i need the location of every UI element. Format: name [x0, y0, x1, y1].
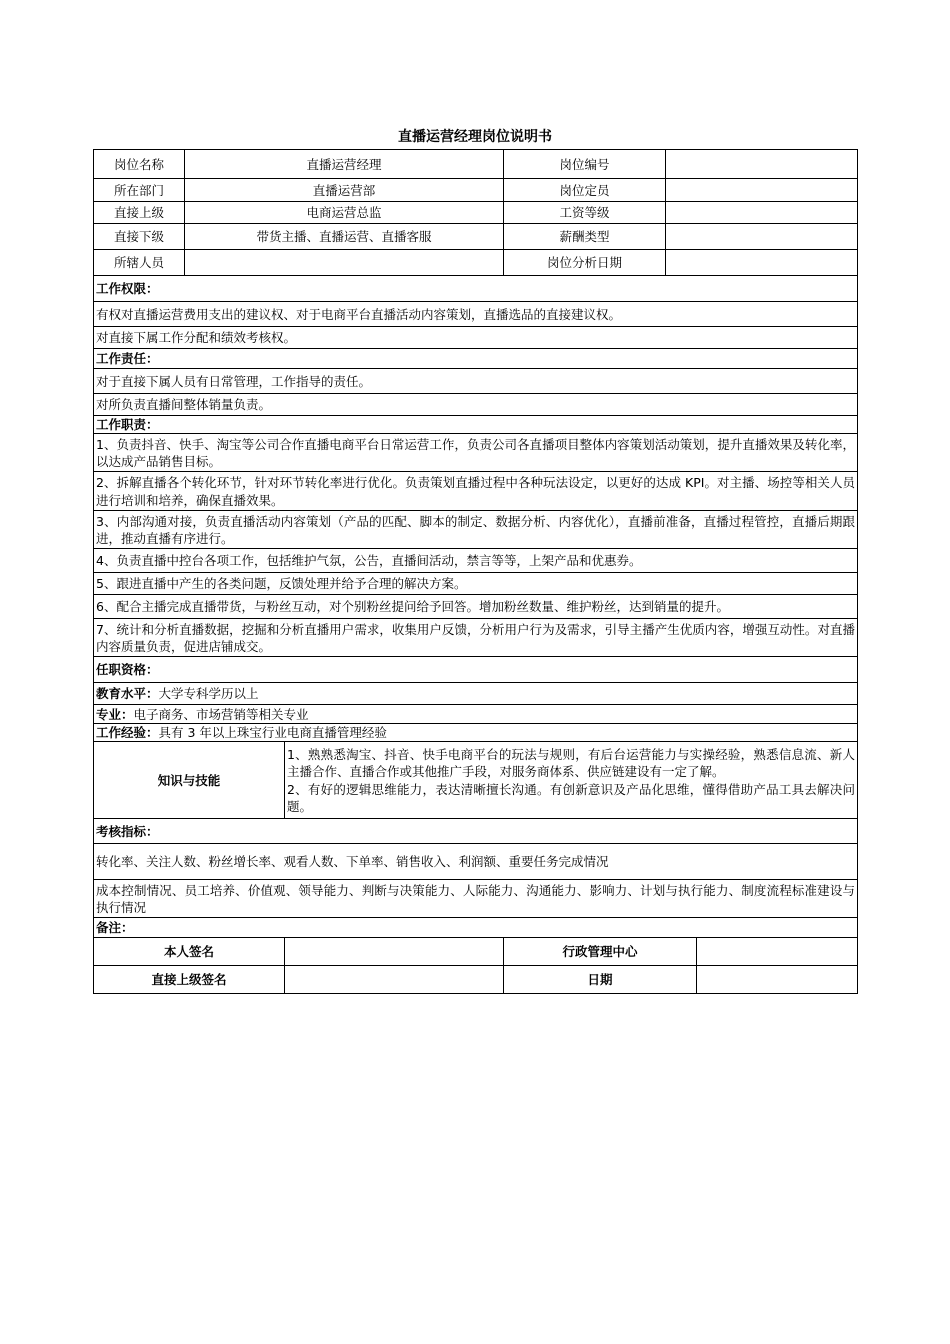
info-label: 直接上级: [94, 202, 185, 224]
section-heading-qualification: 任职资格：: [94, 657, 858, 683]
authority-item: 对直接下属工作分配和绩效考核权。: [94, 327, 858, 349]
responsibility-item: 对所负责直播间整体销量负责。: [94, 394, 858, 416]
info-value: 带货主播、直播运营、直播客服: [185, 224, 504, 250]
section-heading-authority: 工作权限：: [94, 276, 858, 302]
date-field[interactable]: [697, 966, 858, 994]
section-heading-assessment: 考核指标：: [94, 819, 858, 844]
major-row: [94, 705, 858, 724]
duty-item: 6、配合主播完成直播带货，与粉丝互动，对个别粉丝提问给予回答。增加粉丝数量、维护粉丝，达到销量的提升。: [94, 595, 858, 619]
education-label: 教育水平：: [96, 686, 159, 701]
experience-label: 工作经验：: [96, 725, 159, 740]
info-value: 直播运营经理: [185, 150, 504, 179]
info-value: [666, 250, 858, 276]
info-label: 薪酬类型: [504, 224, 666, 250]
duty-item: 4、负责直播中控台各项工作，包括维护气氛，公告，直播间活动，禁言等等，上架产品和优惠券。: [94, 549, 858, 573]
info-row: [94, 202, 858, 224]
page-title: 直播运营经理岗位说明书: [398, 129, 552, 145]
experience-value: 具有 3 年以上珠宝行业电商直播管理经验: [158, 725, 387, 740]
info-label: 工资等级: [504, 202, 666, 224]
section-heading-duties: 工作职责：: [94, 416, 858, 434]
info-value: [185, 250, 504, 276]
skills-label: 知识与技能: [94, 742, 285, 819]
signature-row: [94, 966, 858, 994]
duty-item: 2、拆解直播各个转化环节，针对环节转化率进行优化。负责策划直播过程中各种玩法设定，以更好的达成 KPI。对主播、场控等相关人员进行培训和培养，确保直播效果。: [94, 472, 858, 511]
self-signature-label: 本人签名: [94, 938, 285, 966]
info-row: [94, 150, 858, 179]
skills-row: [94, 742, 858, 819]
supervisor-signature-label: 直接上级签名: [94, 966, 285, 994]
supervisor-signature-field[interactable]: [285, 966, 504, 994]
date-label: 日期: [504, 966, 697, 994]
info-row: [94, 250, 858, 276]
authority-item: 有权对直播运营费用支出的建议权、对于电商平台直播活动内容策划，直播选品的直接建议权。: [94, 302, 858, 327]
assessment-item: 成本控制情况、员工培养、价值观、领导能力、判断与决策能力、人际能力、沟通能力、影响力、计划与执行能力、制度流程标准建设与执行情况: [94, 880, 858, 918]
admin-center-label: 行政管理中心: [504, 938, 697, 966]
info-row: [94, 224, 858, 250]
major-value: 电子商务、市场营销等相关专业: [133, 706, 309, 722]
assessment-item: 转化率、关注人数、粉丝增长率、观看人数、下单率、销售收入、利润额、重要任务完成情况: [94, 844, 858, 880]
info-label: 岗位分析日期: [504, 250, 666, 276]
responsibility-item: 对于直接下属人员有日常管理，工作指导的责任。: [94, 369, 858, 394]
duty-item: 7、统计和分析直播数据，挖掘和分析直播用户需求，收集用户反馈，分析用户行为及需求，引导主播产生优质内容，增强互动性。对直播内容质量负责，促进店铺成交。: [94, 619, 858, 657]
admin-center-field[interactable]: [697, 938, 858, 966]
section-heading-responsibility: 工作责任：: [94, 349, 858, 369]
duty-item: 1、负责抖音、快手、淘宝等公司合作直播电商平台日常运营工作，负责公司各直播项目整体内容策划活动策划，提升直播效果及转化率，以达成产品销售目标。: [94, 434, 858, 472]
info-label: 所辖人员: [94, 250, 185, 276]
info-label: 所在部门: [94, 179, 185, 202]
info-label: 岗位编号: [504, 150, 666, 179]
info-label: 直接下级: [94, 224, 185, 250]
education-row: [94, 683, 858, 705]
duty-item: 5、跟进直播中产生的各类问题，反馈处理并给予合理的解决方案。: [94, 573, 858, 595]
info-value: [666, 224, 858, 250]
info-value: [666, 202, 858, 224]
info-value: [666, 179, 858, 202]
self-signature-field[interactable]: [285, 938, 504, 966]
skills-item: 2、有好的逻辑思维能力，表达清晰擅长沟通。有创新意识及产品化思维，懂得借助产品工具去解决问题。: [287, 781, 855, 814]
skills-item: 1、熟熟悉淘宝、抖音、快手电商平台的玩法与规则，有后台运营能力与实操经验，熟悉信息流、新人主播合作、直播合作或其他推广手段，对服务商体系、供应链建设有一定了解。: [287, 746, 855, 779]
job-description-table: [93, 149, 858, 994]
section-heading-remarks: 备注：: [94, 918, 858, 938]
major-label: 专业：: [96, 706, 134, 722]
info-value: 电商运营总监: [185, 202, 504, 224]
education-value: 大学专科学历以上: [158, 686, 259, 701]
info-label: 岗位定员: [504, 179, 666, 202]
info-value: [666, 150, 858, 179]
duty-item: 3、内部沟通对接，负责直播活动内容策划（产品的匹配、脚本的制定、数据分析、内容优化），直播前准备，直播过程管控，直播后期跟进，推动直播有序进行。: [94, 511, 858, 549]
info-row: [94, 179, 858, 202]
info-label: 岗位名称: [94, 150, 185, 179]
signature-row: [94, 938, 858, 966]
skills-content: [285, 742, 858, 819]
info-value: 直播运营部: [185, 179, 504, 202]
experience-row: [94, 724, 858, 742]
